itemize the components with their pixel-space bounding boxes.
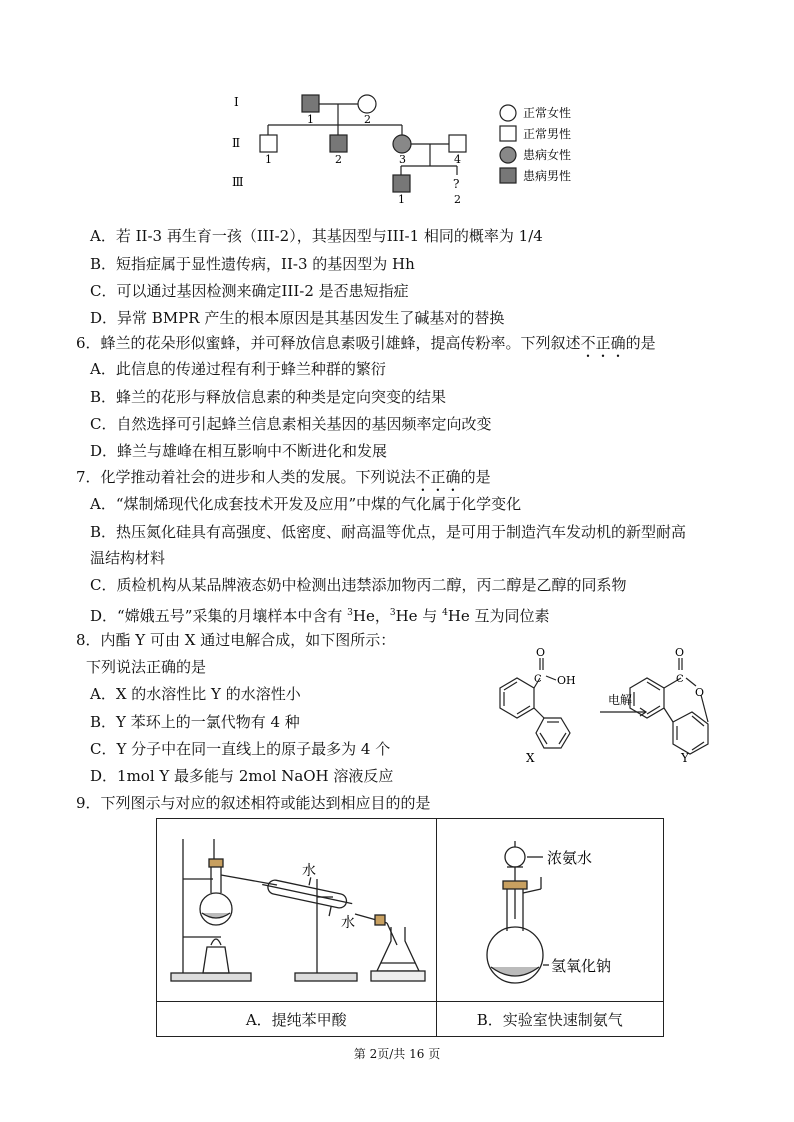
y-ring-o: O [695, 686, 705, 699]
label-II-1: 1 [265, 153, 272, 166]
legend-affected-female: 患病女性 [523, 148, 572, 162]
q5-option-d: D．异常 BMPR 产生的根本原因是其基因发生了碱基对的替换 [90, 309, 505, 327]
q6-option-b: B．蜂兰的花形与释放信息素的种类是定向突变的结果 [90, 388, 447, 406]
naoh-label: 氢氧化钠 [550, 957, 611, 975]
generation-label-2: Ⅱ [232, 136, 241, 150]
q7-option-a: A．“煤制烯现代化成套技术开发及应用”中煤的气化属于化学变化 [90, 495, 522, 513]
x-hydroxyl: OH [557, 674, 576, 687]
q6-emphasis: 不正确 [580, 334, 626, 352]
normal-female-I-2 [358, 95, 376, 113]
q5-option-b: B．短指症属于显性遗传病，II-3 的基因型为 Hh [90, 255, 415, 273]
generation-label-3: Ⅲ [232, 175, 244, 189]
q8-option-d: D．1mol Y 最多能与 2mol NaOH 溶液反应 [90, 767, 394, 785]
electrolysis-label: 电解 [608, 693, 633, 707]
compound-x-label: X [526, 751, 535, 765]
legend-affected-male: 患病男性 [523, 169, 572, 183]
legend-normal-male-icon [500, 126, 516, 141]
legend-affected-male-icon [500, 168, 516, 183]
caption-b: B．实验室快速制氨气 [436, 1002, 663, 1037]
label-II-3: 3 [399, 153, 406, 166]
q7-option-b-line1: B．热压氮化硅具有高强度、低密度、耐高温等优点，是可用于制造汽车发动机的新型耐高 [90, 523, 687, 541]
compound-y-label: Y [681, 751, 689, 765]
reaction-scheme [470, 640, 740, 770]
affected-male-III-1 [393, 175, 410, 192]
normal-male-II-1 [260, 135, 277, 152]
pedigree-chart [220, 88, 600, 208]
q8-stem: 8．内酯 Y 可由 X 通过电解合成，如下图所示： [76, 631, 396, 649]
label-II-2: 2 [335, 153, 342, 166]
apparatus-table [156, 818, 664, 1037]
q7-option-b-line2: 温结构材料 [90, 549, 166, 567]
label-II-4: 4 [454, 153, 461, 166]
q6-option-c: C．自然选择可引起蜂兰信息素相关基因的基因频率定向改变 [90, 415, 492, 433]
q6-stem: 6．蜂兰的花朵形似蜜蜂，并可释放信息素吸引雄蜂，提高传粉率。下列叙述不正确的是 [76, 334, 656, 352]
distillation-apparatus [157, 819, 435, 997]
unknown-III-2: ? [453, 177, 460, 191]
q5-option-c: C．可以通过基因检测来确定III-2 是否患短指症 [90, 282, 409, 300]
q7-emphasis: 不正确 [415, 468, 461, 486]
y-carbonyl-o: O [675, 646, 685, 659]
label-III-1: 1 [398, 193, 405, 206]
water-outlet-label: 水 [341, 915, 355, 931]
water-inlet-label: 水 [302, 863, 316, 879]
normal-male-II-4 [449, 135, 466, 152]
legend-normal-female-icon [500, 105, 516, 121]
label-III-2: 2 [454, 193, 461, 206]
q9-stem: 9．下列图示与对应的叙述相符或能达到相应目的的是 [76, 794, 431, 812]
q8-option-b: B．Y 苯环上的一氯代物有 4 种 [90, 713, 300, 731]
q5-option-a: A．若 II-3 再生育一孩（III-2），其基因型与III-1 相同的概率为 1/4 [90, 227, 543, 245]
affected-female-II-3 [393, 135, 411, 153]
affected-male-I-1 [302, 95, 319, 112]
legend-affected-female-icon [500, 147, 516, 163]
q8-sub: 下列说法正确的是 [86, 658, 207, 676]
x-carboxyl-c: C [534, 674, 542, 685]
x-carbonyl-o: O [536, 646, 546, 659]
apparatus-b-cell [436, 819, 663, 1002]
ammonia-apparatus [437, 819, 663, 997]
generation-label-1: I [234, 95, 239, 109]
label-I-1: 1 [307, 113, 314, 126]
q7-stem: 7．化学推动着社会的进步和人类的发展。下列说法不正确的是 [76, 468, 491, 486]
conc-ammonia-label: 浓氨水 [546, 849, 592, 867]
q6-option-a: A．此信息的传递过程有利于蜂兰种群的繁衍 [90, 360, 386, 378]
legend-normal-male: 正常男性 [523, 127, 572, 141]
y-lactone-c: C [676, 674, 684, 685]
affected-male-II-2 [330, 135, 347, 152]
q8-option-c: C．Y 分子中在同一直线上的原子最多为 4 个 [90, 740, 391, 758]
q7-option-c: C．质检机构从某品牌液态奶中检测出违禁添加物丙二醇，丙二醇是乙醇的同系物 [90, 576, 627, 594]
q6-option-d: D．蜂兰与雄峰在相互影响中不断进化和发展 [90, 442, 388, 460]
caption-a: A．提纯苯甲酸 [157, 1002, 437, 1037]
legend-normal-female: 正常女性 [523, 106, 572, 120]
apparatus-a-cell [157, 819, 437, 1002]
q8-option-a: A．X 的水溶性比 Y 的水溶性小 [90, 685, 301, 703]
q7-option-d: D．“嫦娥五号”采集的月壤样本中含有 $^3$He，$^3$He 与 $^4$He 互为同位素 [90, 607, 550, 625]
page-footer: 第 2页/共 16 页 [353, 1047, 441, 1061]
label-I-2: 2 [364, 113, 371, 126]
